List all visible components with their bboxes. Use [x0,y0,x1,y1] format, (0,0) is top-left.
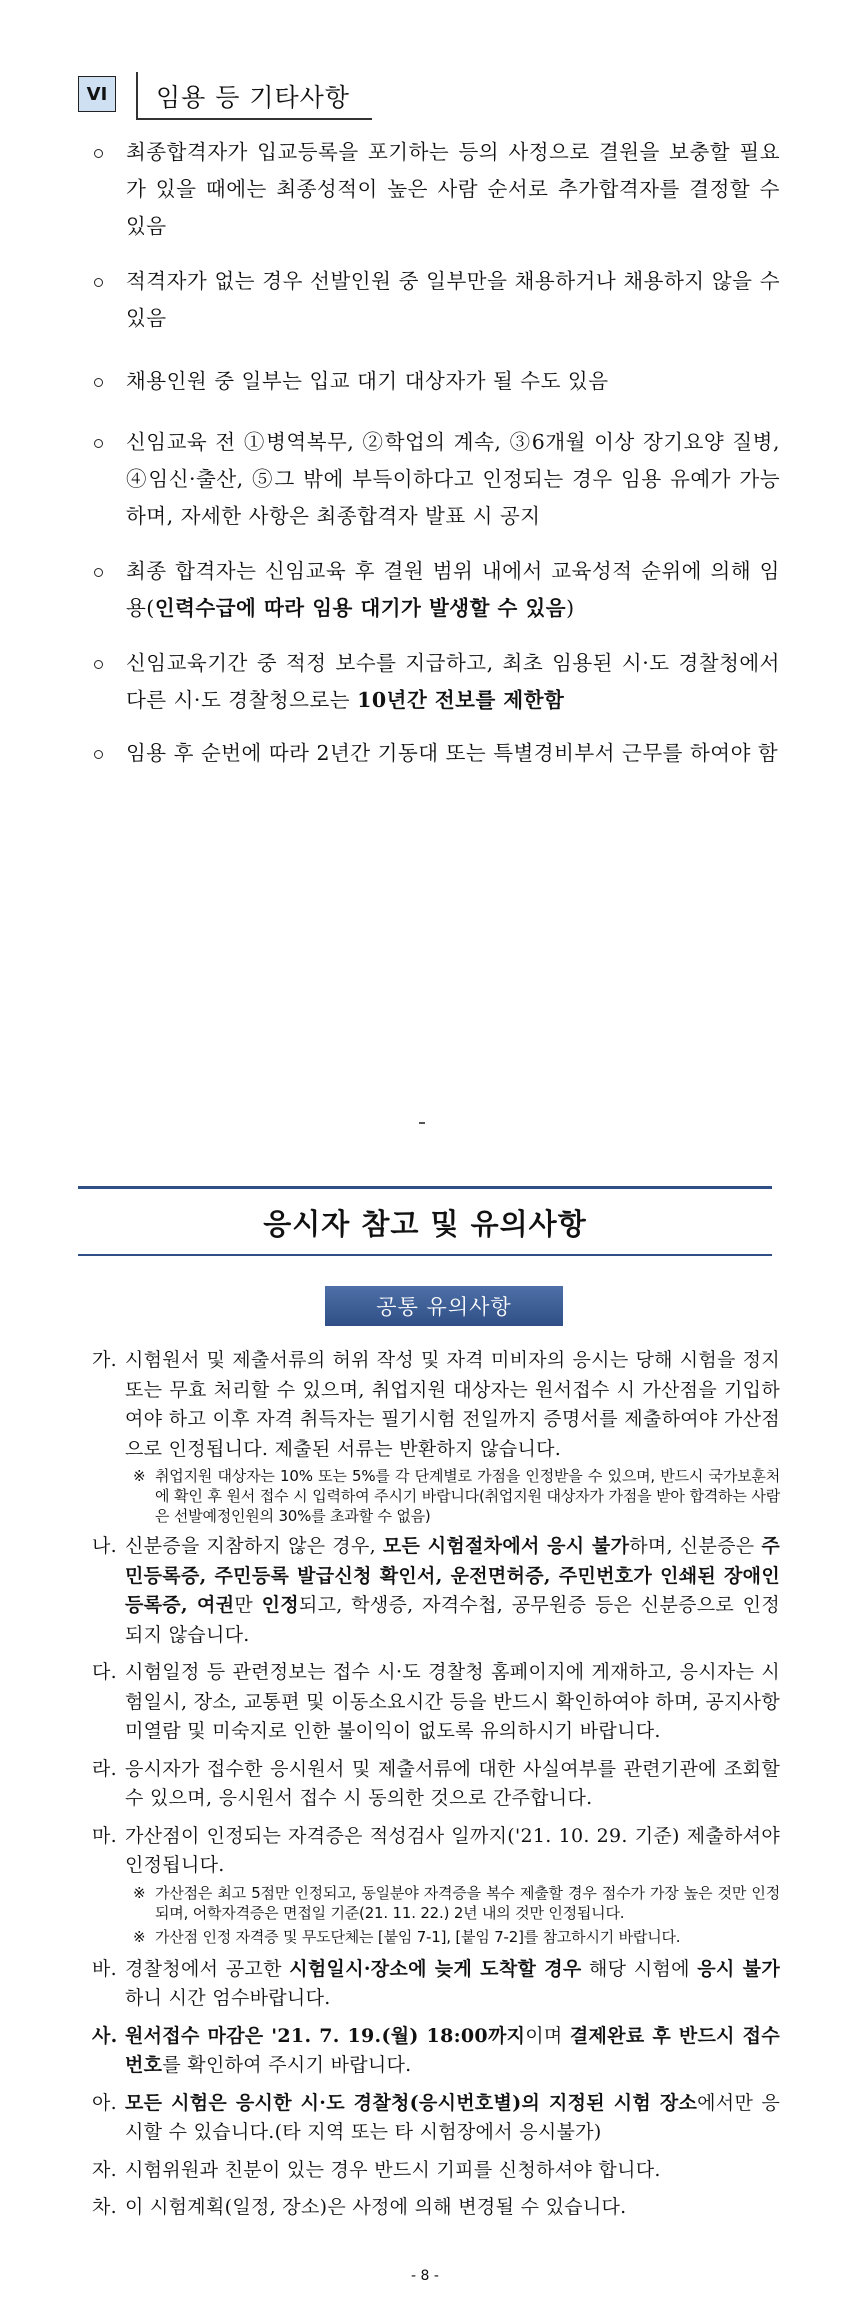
item-text: 시험위원과 친분이 있는 경우 반드시 기피를 신청하셔야 합니다. [125,2158,661,2181]
list-item-emphasis: 10년간 전보를 제한함 [357,688,565,712]
notice-item [92,1658,780,1747]
item-text: 해당 시험에 [581,1957,698,1980]
notice-item [92,2193,780,2223]
section-divider [136,72,138,118]
notice-item [92,1955,780,2014]
item-text: 시험원서 및 제출서류의 허위 작성 및 자격 미비자의 응시는 당해 시험을 정지 또는 무효 처리할 수 있으며, 취업지원 대상자는 원서접수 시 가산점을 기입하여야 하고 이후 자격 취득자는 필기시험 전일까지 증명서를 제출하여야 가산점으로 인정됩니다. 제출된 서류는 반환하지 않습니다. [125,1349,780,1460]
item-marker: 사. [92,2024,118,2047]
section-title: 임용 등 기타사항 [156,83,350,112]
page-one [0,0,850,1150]
notice-item [92,2156,780,2186]
item-text: 가산점이 인정되는 자격증은 적성검사 일까지('21. 10. 29. 기준) 제출하셔야 인정됩니다. [125,1824,780,1876]
item-emphasis: 모든 시험은 응시한 시·도 경찰청(응시번호별)의 지정된 시험 장소 [125,2091,698,2114]
item-text: 이며 [525,2024,570,2047]
item-emphasis: 시험일시·장소에 늦게 도착할 경우 [289,1957,582,1980]
list-item-text: 신임교육기간 중 적정 보수를 지급하고, 최초 임용된 시·도 경찰청에서 다른 시·도 경찰청으로는 [126,651,780,712]
note-marker: ※ [133,1927,146,1946]
item-emphasis: 결제완료 후 반드시 접수번호 [125,2024,780,2076]
item-text: 하니 시간 엄수바랍니다. [125,1987,331,2009]
item-text: 신분증을 지참하지 않은 경우, [125,1535,383,1557]
item-note [133,1466,780,1526]
item-text: 하며, 신분증은 [629,1535,762,1557]
subsection-banner: 공통 유의사항 [325,1286,563,1326]
notice-item [92,1822,780,1947]
section-header [78,72,368,122]
list-item-text: 최종 합격자는 신임교육 후 결원 범위 내에서 교육성적 순위에 의해 임용( [126,559,780,620]
note-text: 가산점 인정 자격증 및 무도단체는 [붙임 7-1], [붙임 7-2]를 참고하시기 바랍니다. [155,1927,681,1946]
note-marker: ※ [133,1883,146,1902]
note-marker: ※ [133,1467,146,1485]
item-emphasis: 원서접수 마감은 '21. 7. 19.(월) 18:00까지 [125,2024,526,2047]
list-item: 신임교육 전 ①병역복무, ②학업의 계속, ③6개월 이상 장기요양 질병, ④임신·출산, ⑤그 밖에 부득이하다고 인정되는 경우 임용 유예가 가능하며, 자세한 사항은 최종합격자 발표 시 공지 [90,424,780,535]
note-text: 취업지원 대상자는 10% 또는 5%를 각 단계별로 가점을 인정받을 수 있으며, 반드시 국가보훈처에 확인 후 원서 접수 시 입력하여 주시기 바랍니다(취업지원 대상자가 가점을 받아 합격하는 사람은 선발예정인원의 30%를 초과할 수 없음) [155,1467,780,1525]
item-text: 되고, 학생증, 자격수첩, 공무원증 등은 신분증으로 인정되지 않습니다. [125,1594,780,1646]
list-item-text: ) [566,596,575,620]
item-note [133,1883,780,1923]
section-underline [136,118,372,120]
item-emphasis: 모든 시험절차에서 응시 불가 [382,1535,630,1557]
list-item: 적격자가 없는 경우 선발인원 중 일부만을 채용하거나 채용하지 않을 수 있음 [90,263,780,337]
list-item: 임용 후 순번에 따라 2년간 기동대 또는 특별경비부서 근무를 하여야 함 [90,735,780,772]
list-item: 채용인원 중 일부는 입교 대기 대상자가 될 수도 있음 [90,363,780,400]
item-emphasis: 응시 불가 [697,1957,780,1980]
notice-item [92,2022,780,2081]
notice-item [92,1532,780,1650]
item-marker: 마. [92,1824,117,1847]
list-item [90,553,780,627]
list-item [90,645,780,719]
item-marker: 가. [92,1349,117,1371]
item-marker: 바. [92,1957,117,1980]
notice-list [92,1346,780,2223]
list-item-emphasis: 인력수급에 따라 임용 대기가 발생할 수 있음 [154,596,567,620]
item-marker: 다. [92,1661,117,1683]
item-marker: 라. [92,1757,117,1780]
page-break-mark [419,1122,425,1124]
page-two [0,1150,850,2304]
item-text: 경찰청에서 공고한 [125,1957,290,1980]
item-marker: 차. [92,2196,117,2218]
bullet-list [90,134,780,772]
item-text: 에서만 응시할 수 있습니다.(타 지역 또는 타 시험장에서 응시불가) [125,2091,780,2143]
item-text: 를 확인하여 주시기 바랍니다. [162,2054,412,2076]
item-marker: 아. [92,2091,117,2114]
notice-item [92,2089,780,2148]
note-text: 가산점은 최고 5점만 인정되고, 동일분야 자격증을 복수 제출할 경우 점수가 가장 높은 것만 인정되며, 어학자격증은 면접일 기준(21. 11. 22.) 2년 내의 것만 인정됩니다. [155,1883,780,1922]
item-marker: 나. [92,1535,117,1557]
title-bottom-rule [78,1254,772,1256]
item-emphasis: 주민등록증, 주민등록 발급신청 확인서, 운전면허증, 주민번호가 인쇄된 장애인 등록증, 여권 [125,1535,781,1616]
item-note [133,1927,780,1947]
page-title: 응시자 참고 및 유의사항 [263,1207,587,1241]
section-number-box: VI [78,76,116,112]
page-number: - 8 - [411,2268,439,2284]
item-text: 응시자가 접수한 응시원서 및 제출서류에 대한 사실여부를 관련기관에 조회할 수 있으며, 응시원서 접수 시 동의한 것으로 간주합니다. [125,1757,780,1809]
item-text: 만 [234,1594,262,1616]
title-top-rule [78,1186,772,1189]
item-emphasis: 인정 [261,1594,299,1616]
list-item: 최종합격자가 입교등록을 포기하는 등의 사정으로 결원을 보충할 필요가 있을 때에는 최종성적이 높은 사람 순서로 추가합격자를 결정할 수 있음 [90,134,780,245]
item-marker: 자. [92,2158,117,2181]
item-text: 시험일정 등 관련정보는 접수 시·도 경찰청 홈페이지에 게재하고, 응시자는 시험일시, 장소, 교통편 및 이동소요시간 등을 반드시 확인하여야 하며, 공지사항 미열람 및 미숙지로 인한 불이익이 없도록 유의하시기 바랍니다. [125,1661,780,1742]
item-text: 이 시험계획(일정, 장소)은 사정에 의해 변경될 수 있습니다. [125,2196,627,2218]
notice-item [92,1346,780,1526]
notice-item [92,1755,780,1814]
